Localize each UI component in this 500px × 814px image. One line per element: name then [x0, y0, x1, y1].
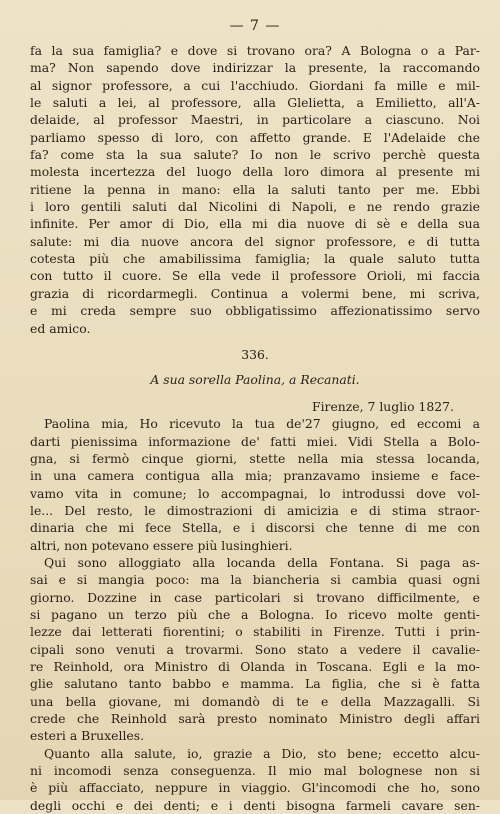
- text-line: gna, si fermò cinque giorni, stette nella mia stessa locanda,: [30, 450, 480, 466]
- letter-number: 336.: [241, 346, 269, 362]
- text-line: le saluti a lei, al professore, alla Glelietta, a Emilietto, all'A-: [30, 95, 480, 111]
- text-line: delaide, al professor Maestri, in particolare a ciascuno. Noi: [30, 112, 480, 128]
- text-line: ni incomodi senza conseguenza. Il mio mal bolognese non si: [30, 763, 480, 779]
- text-line: re Reinhold, ora Ministro di Olanda in Toscana. Egli e la mo-: [30, 659, 480, 674]
- text-line: Quanto alla salute, io, grazie a Dio, sto bene; eccetto alcu-: [44, 745, 480, 761]
- text-line: esteri a Bruxelles.: [30, 728, 145, 744]
- text-line: giorno. Dozzine in case particolari si trovano difficilmente, e: [30, 589, 480, 605]
- text-line: i loro gentili saluti dal Nicolini di Napoli, e ne rendo grazie: [30, 199, 480, 215]
- text-line: ed amico.: [30, 320, 91, 336]
- text-line: Paolina mia, Ho ricevuto la tua de'27 giugno, ed eccomi a: [44, 416, 480, 432]
- page-number: — 7 —: [229, 18, 281, 34]
- text-line: e mi creda sempre suo obbligatissimo affezionatissimo servo: [30, 303, 480, 319]
- letter-dateline: Firenze, 7 luglio 1827.: [311, 398, 454, 414]
- text-line: degli occhi e dei denti; e i denti bisogna farmeli cavare sen-: [30, 797, 480, 813]
- text-line: le... Del resto, le dimostrazioni di amicizia e di stima straor-: [30, 502, 480, 518]
- text-line: ma? Non sapendo dove indirizzar la presente, la raccomando: [30, 60, 480, 76]
- letter-336-body: [30, 415, 480, 814]
- text-line: crede che Reinhold sarà presto nominato Ministro degli affari: [30, 711, 480, 727]
- letter-335-tail: [30, 42, 480, 337]
- text-line: cotesta più che amabilissima famiglia; la quale saluto tutta: [30, 251, 480, 267]
- text-line: altri, non potevano essere più lusinghieri.: [30, 537, 293, 553]
- text-line: fa? come sta la sua salute? Io non le scrivo perchè questa: [30, 147, 480, 163]
- text-line: è più affacciato, neppure in viaggio. Gl'incomodi che ho, sono: [30, 780, 480, 796]
- text-line: sai e si mangia poco: ma la biancheria si cambia quasi ogni: [30, 572, 480, 588]
- text-line: ritiene la penna in mano: ella la saluti tanto per me. Ebbi: [30, 181, 480, 197]
- text-line: grazia di ricordarmegli. Continua a volermi bene, mi scriva,: [30, 285, 480, 301]
- text-line: con tutto il cuore. Se ella vede il professore Orioli, mi faccia: [30, 268, 480, 284]
- letter-heading: A sua sorella Paolina, a Recanati.: [150, 371, 360, 387]
- text-line: dinaria che mi fece Stella, e i discorsi che tenne di me con: [30, 520, 480, 536]
- text-line: glie salutano tanto babbo e mamma. La figlia, che si è fatta: [30, 676, 480, 692]
- text-line: parliamo spesso di loro, con affetto grande. E l'Adelaide che: [30, 129, 480, 145]
- text-line: Qui sono alloggiato alla locanda della Fontana. Si paga as-: [44, 554, 480, 570]
- text-line: vamo vita in comune; lo accompagnai, lo introdussi dove vol-: [30, 485, 480, 501]
- text-line: fa la sua famiglia? e dove si trovano ora? A Bologna o a Par-: [30, 43, 480, 58]
- text-line: lezze dai letterati fiorentini; o stabiliti in Firenze. Tutti i prin-: [30, 624, 480, 640]
- text-line: una bella giovane, mi domandò di te e della Mazzagalli. Si: [30, 693, 480, 709]
- text-line: in una camera contigua alla mia; pranzavamo insieme e face-: [30, 468, 480, 484]
- text-line: infinite. Per amor di Dio, ella mi dia nuove di sè e della sua: [30, 216, 480, 232]
- text-line: molesta incertezza del luogo della loro dimora al presente mi: [30, 164, 480, 180]
- text-line: al signor professore, a cui l'acchiudo. Giordani fa mille e mil-: [30, 77, 480, 93]
- text-line: salute: mi dia nuove ancora del signor professore, e di tutta: [30, 233, 480, 249]
- text-line: si pagano un terzo più che a Bologna. Io ricevo molte genti-: [30, 606, 480, 622]
- text-line: darti pienissima informazione de' fatti miei. Vidi Stella a Bolo-: [30, 433, 480, 449]
- text-line: cipali sono venuti a trovarmi. Sono stato a vedere il cavalie-: [30, 641, 480, 657]
